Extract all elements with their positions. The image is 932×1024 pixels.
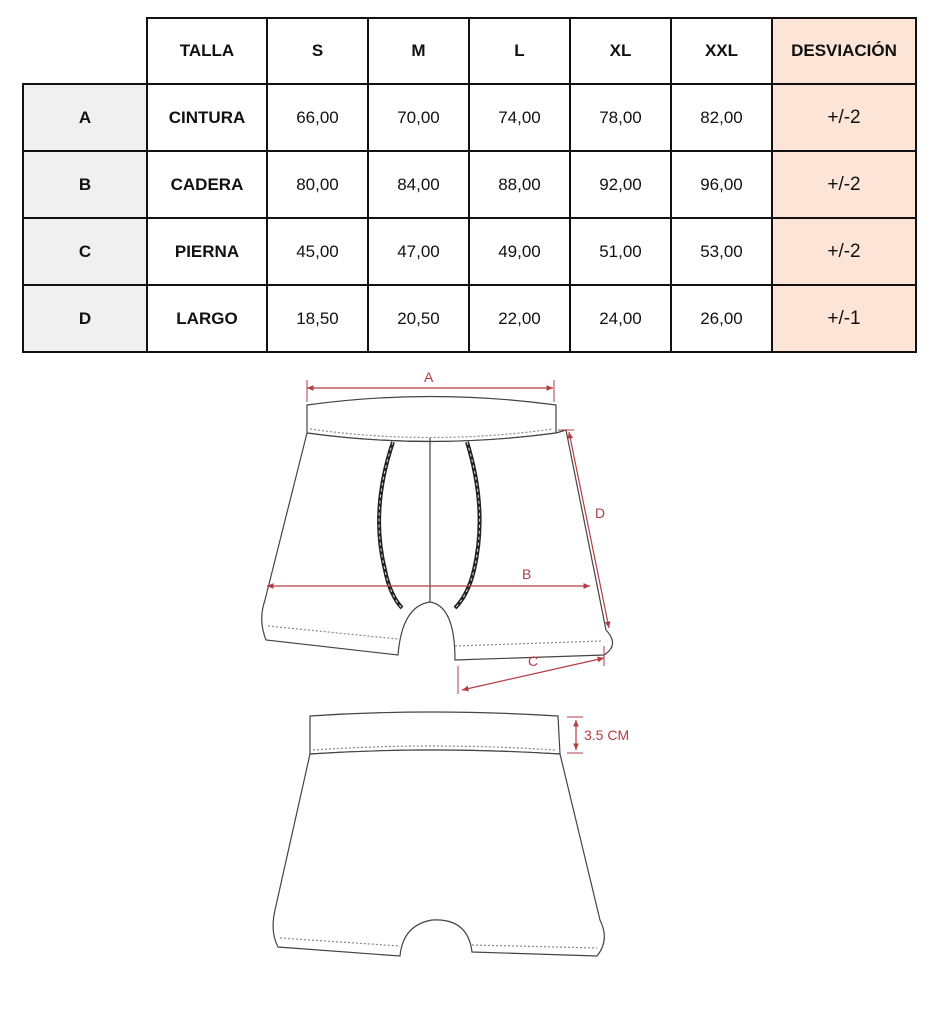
table-row (23, 84, 916, 151)
row-label: CADERA (147, 151, 267, 218)
cell-value: 20,50 (368, 285, 469, 352)
row-key: C (23, 218, 147, 285)
cell-value: 70,00 (368, 84, 469, 151)
header-talla: TALLA (147, 18, 267, 84)
cell-value: 74,00 (469, 84, 570, 151)
row-label: CINTURA (147, 84, 267, 151)
cell-value: 53,00 (671, 218, 772, 285)
cell-value: 96,00 (671, 151, 772, 218)
front-waistband-top (307, 397, 556, 442)
cell-value: 24,00 (570, 285, 671, 352)
dimension-b-label: B (522, 566, 532, 582)
boxer-diagram (0, 350, 932, 1024)
cell-value: 26,00 (671, 285, 772, 352)
cell-value: 66,00 (267, 84, 368, 151)
header-desviacion: DESVIACIÓN (772, 18, 916, 84)
cell-value: 51,00 (570, 218, 671, 285)
cell-deviation: +/-2 (772, 218, 916, 285)
header-m: M (368, 18, 469, 84)
header-s: S (267, 18, 368, 84)
front-garment (262, 397, 613, 661)
cell-value: 49,00 (469, 218, 570, 285)
cell-deviation: +/-2 (772, 84, 916, 151)
cell-value: 18,50 (267, 285, 368, 352)
cell-deviation: +/-1 (772, 285, 916, 352)
cell-value: 22,00 (469, 285, 570, 352)
row-label: LARGO (147, 285, 267, 352)
dimension-c-label: C (528, 653, 539, 669)
size-table (22, 17, 917, 353)
back-garment (273, 712, 604, 956)
header-xl: XL (570, 18, 671, 84)
back-body (273, 750, 604, 956)
cell-value: 82,00 (671, 84, 772, 151)
dimension-waistband-label: 3.5 CM (584, 727, 630, 743)
row-key: B (23, 151, 147, 218)
cell-deviation: +/-2 (772, 151, 916, 218)
header-l: L (469, 18, 570, 84)
front-body (262, 430, 613, 660)
cell-value: 84,00 (368, 151, 469, 218)
cell-value: 78,00 (570, 84, 671, 151)
cell-value: 92,00 (570, 151, 671, 218)
cell-value: 80,00 (267, 151, 368, 218)
table-corner (23, 18, 147, 84)
dimension-waistband (567, 717, 629, 753)
table-header-row (23, 18, 916, 84)
dimension-a-label: A (424, 369, 434, 385)
row-key: A (23, 84, 147, 151)
cell-value: 47,00 (368, 218, 469, 285)
table-row (23, 285, 916, 352)
table-row (23, 151, 916, 218)
cell-value: 88,00 (469, 151, 570, 218)
table-row (23, 218, 916, 285)
row-key: D (23, 285, 147, 352)
cell-value: 45,00 (267, 218, 368, 285)
dimension-d-label: D (595, 505, 606, 521)
row-label: PIERNA (147, 218, 267, 285)
header-xxl: XXL (671, 18, 772, 84)
